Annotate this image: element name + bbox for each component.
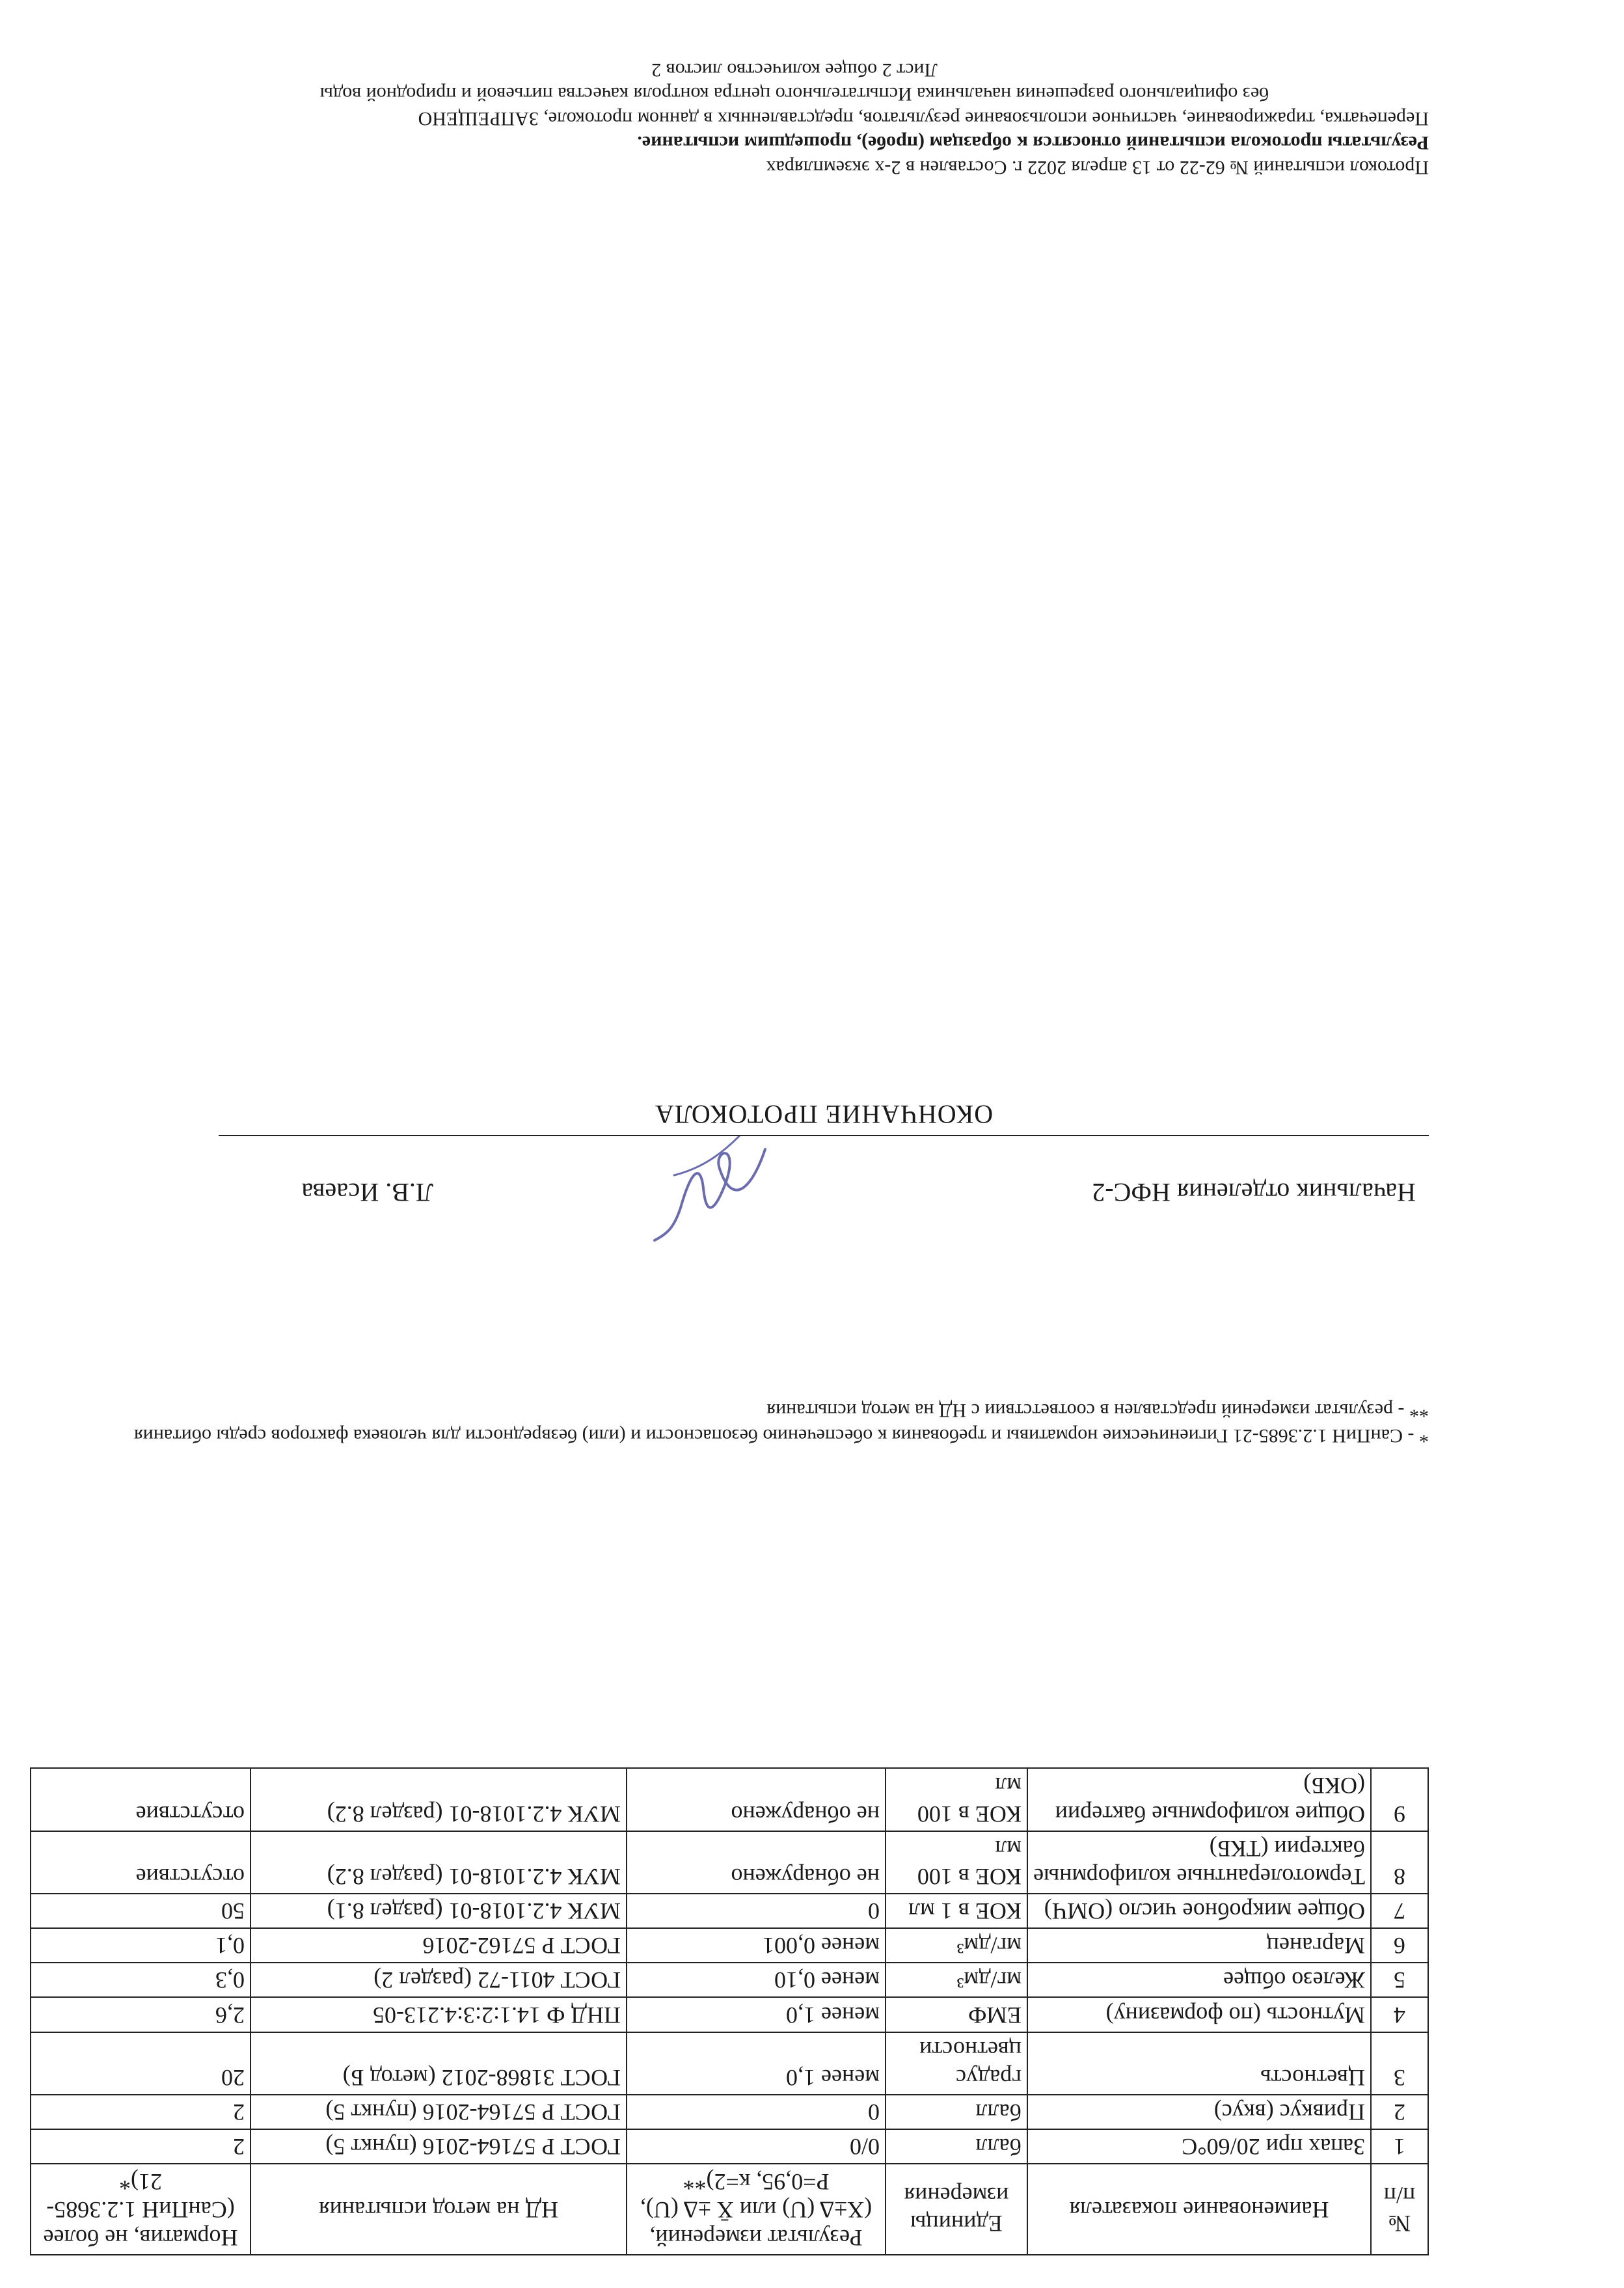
row-name: Мутность (по формазину) — [1027, 1998, 1371, 2032]
table-row — [31, 2129, 1428, 2164]
row-norm: 0,1 — [31, 1928, 250, 1963]
row-result: не обнаружено — [627, 1831, 886, 1894]
signature-scribble-icon — [635, 1117, 778, 1247]
row-nd: МУК 4.2.1018-01 (раздел 8.2) — [250, 1831, 627, 1894]
header-nd: НД на метод испытания — [250, 2164, 627, 2255]
row-num: 7 — [1371, 1894, 1428, 1928]
footer-copy-restriction: Перепечатка, тиражирование, частичное использование результатов, представленных в данном протоколе, ЗАПРЕЩЕНО — [418, 108, 1429, 129]
row-name: Термотолерантные колиформные бактерии (ТКБ) — [1027, 1831, 1371, 1894]
row-num: 9 — [1371, 1768, 1428, 1831]
row-num: 1 — [1371, 2129, 1428, 2164]
row-result: не обнаружено — [627, 1768, 886, 1831]
row-result: 0 — [627, 2095, 886, 2129]
end-of-protocol: ОКОНЧАНИЕ ПРОТОКОЛА — [654, 1100, 994, 1129]
row-num: 6 — [1371, 1928, 1428, 1963]
row-norm: отсутствие — [31, 1768, 250, 1831]
footer-permission: без официального разрешения начальника Испытательного центра контроля качества питьевой и природной воды — [319, 83, 1269, 105]
table-row — [31, 1831, 1428, 1894]
header-norm: Норматив, не более (СанПиН 1.2.3685-21)* — [31, 2164, 250, 2255]
row-nd: МУК 4.2.1018-01 (раздел 8.1) — [250, 1894, 627, 1928]
row-norm: 2,6 — [31, 1998, 250, 2032]
table-row — [31, 1894, 1428, 1928]
header-name: Наименование показателя — [1027, 2164, 1371, 2255]
row-unit: градус цветности — [886, 2032, 1027, 2095]
header-result: Результат измерений, (X±Δ (U) или X̄ ±Δ (U), Р=0,95, к=2)** — [627, 2164, 886, 2255]
row-name: Привкус (вкус) — [1027, 2095, 1371, 2129]
row-unit: мг/дм³ — [886, 1963, 1027, 1997]
row-name: Общие колиформные бактерии (ОКБ) — [1027, 1768, 1371, 1831]
row-num: 4 — [1371, 1998, 1428, 2032]
row-result: менее 1,0 — [627, 2032, 886, 2095]
row-name: Марганец — [1027, 1928, 1371, 1963]
table-row — [31, 2032, 1428, 2095]
row-unit: КОЕ в 100 мл — [886, 1768, 1027, 1831]
signature-block — [102, 1130, 1429, 1221]
row-name: Цветность — [1027, 2032, 1371, 2095]
row-norm: 2 — [31, 2129, 250, 2164]
row-nd: ГОСТ 4011-72 (раздел 2) — [250, 1963, 627, 1997]
row-unit: КОЕ в 100 мл — [886, 1831, 1027, 1894]
row-norm: 2 — [31, 2095, 250, 2129]
row-num: 5 — [1371, 1963, 1428, 1997]
row-norm: 20 — [31, 2032, 250, 2095]
footer-results-note: Результаты протокола испытаний относятся к образцам (пробе), прошедшим испытание. — [637, 132, 1429, 154]
footnote-measurement: ** - результат измерений представлен в соответствии с НД на метод испытания — [766, 1400, 1429, 1421]
row-nd: ПНД Ф 14.1:2:3:4.213-05 — [250, 1998, 627, 2032]
table-header-row — [31, 2164, 1428, 2255]
row-nd: ГОСТ Р 57164-2016 (пункт 5) — [250, 2129, 627, 2164]
footnote-sanpin: * - СанПиН 1.2.3685-21 Гигиенические нормативы и требования к обеспечению безопасности и (или) безвредности для человека факторов среды обитания — [133, 1425, 1429, 1447]
row-name: Запах при 20/60°С — [1027, 2129, 1371, 2164]
row-result: менее 0,10 — [627, 1963, 886, 1997]
signer-title: Начальник отделения НФС-2 — [1092, 1178, 1416, 1207]
row-unit: КОЕ в 1 мл — [886, 1894, 1027, 1928]
row-norm: отсутствие — [31, 1831, 250, 1894]
row-result: менее 1,0 — [627, 1998, 886, 2032]
row-unit: балл — [886, 2129, 1027, 2164]
row-result: 0 — [627, 1894, 886, 1928]
row-nd: ГОСТ Р 57164-2016 (пункт 5) — [250, 2095, 627, 2129]
row-nd: ГОСТ 31868-2012 (метод Б) — [250, 2032, 627, 2095]
protocol-footer — [160, 58, 1429, 180]
signer-name: Л.В. Исаева — [301, 1178, 433, 1207]
header-unit: Единицы измерения — [886, 2164, 1027, 2255]
row-name: Железо общее — [1027, 1963, 1371, 1997]
row-result: 0/0 — [627, 2129, 886, 2164]
row-unit: мг/дм³ — [886, 1928, 1027, 1963]
end-divider — [219, 1135, 1429, 1136]
row-norm: 50 — [31, 1894, 250, 1928]
row-nd: МУК 4.2.1018-01 (раздел 8.2) — [250, 1768, 627, 1831]
footer-protocol-info: Протокол испытаний № 62-22 от 13 апреля 2022 г. Составлен в 2-х экземплярах — [766, 157, 1429, 178]
row-unit: балл — [886, 2095, 1027, 2129]
row-norm: 0,3 — [31, 1963, 250, 1997]
table-row — [31, 1768, 1428, 1831]
table-row — [31, 1928, 1428, 1963]
header-num: № п/п — [1371, 2164, 1428, 2255]
row-unit: ЕМФ — [886, 1998, 1027, 2032]
row-nd: ГОСТ Р 57162-2016 — [250, 1928, 627, 1963]
footnotes — [102, 1398, 1429, 1449]
row-num: 2 — [1371, 2095, 1428, 2129]
footer-sheet-count: Лист 2 общее количество листов 2 — [651, 59, 938, 81]
results-table — [30, 1767, 1429, 2255]
table-row — [31, 1998, 1428, 2032]
row-num: 8 — [1371, 1831, 1428, 1894]
row-result: менее 0,001 — [627, 1928, 886, 1963]
row-num: 3 — [1371, 2032, 1428, 2095]
row-name: Общее микробное число (ОМЧ) — [1027, 1894, 1371, 1928]
table-row — [31, 2095, 1428, 2129]
table-row — [31, 1963, 1428, 1997]
